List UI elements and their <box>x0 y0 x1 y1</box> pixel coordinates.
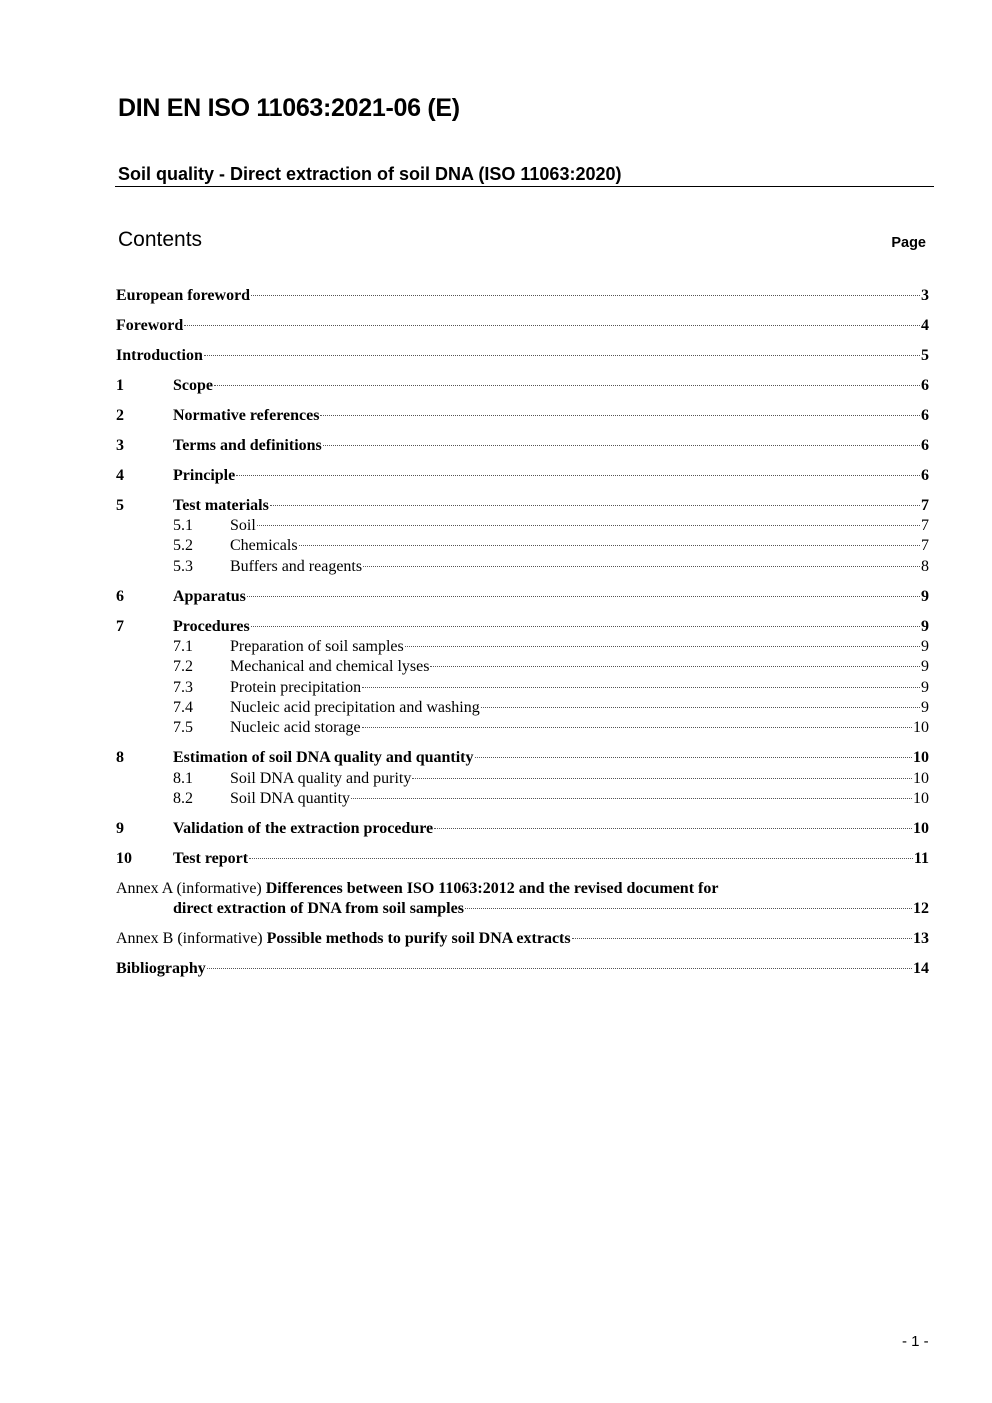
dot-leader <box>481 707 920 708</box>
toc-entry[interactable] <box>116 748 929 768</box>
annex-title: Differences between ISO 11063:2012 and the revised document for <box>265 879 719 897</box>
toc-entry[interactable] <box>116 637 929 657</box>
dot-leader <box>412 778 912 779</box>
toc-entry[interactable] <box>116 557 929 577</box>
entry-title: Bibliography <box>116 960 206 978</box>
toc-entry[interactable] <box>116 516 929 536</box>
toc-entry[interactable] <box>116 346 929 366</box>
page-number: 10 <box>913 749 929 767</box>
entry-title: Mechanical and chemical lyses <box>230 658 430 676</box>
section-number: 3 <box>116 436 124 454</box>
section-number: 5 <box>116 496 124 514</box>
page-number: 10 <box>913 769 929 787</box>
toc-entry[interactable] <box>116 316 929 336</box>
page-number: 6 <box>921 376 929 394</box>
dot-leader <box>351 798 912 799</box>
section-number: 4 <box>116 466 124 484</box>
contents-heading: Contents <box>118 228 203 251</box>
dot-leader <box>323 445 920 446</box>
page-number: 10 <box>913 719 929 737</box>
dot-leader <box>251 626 920 627</box>
toc-entry[interactable] <box>116 406 929 426</box>
toc-entries <box>116 286 929 869</box>
toc-entry[interactable] <box>116 698 929 718</box>
dot-leader <box>572 938 912 939</box>
page-number: 14 <box>913 960 929 978</box>
entry-title: Chemicals <box>230 537 298 555</box>
page-number: 9 <box>921 698 929 716</box>
entry-title: Validation of the extraction procedure <box>173 819 434 837</box>
section-number: 9 <box>116 819 124 837</box>
section-number: 7.3 <box>173 678 193 696</box>
table-of-contents <box>116 276 929 979</box>
entry-title: Test report <box>173 849 249 867</box>
entry-title: Soil DNA quality and purity <box>230 769 412 787</box>
toc-entry[interactable] <box>116 466 929 486</box>
toc-entry[interactable] <box>116 769 929 789</box>
dot-leader <box>236 475 920 476</box>
entry-title: Terms and definitions <box>173 436 322 454</box>
dot-leader <box>184 325 920 326</box>
dot-leader <box>405 646 920 647</box>
dot-leader <box>270 505 920 506</box>
entry-title: Introduction <box>116 346 203 364</box>
document-subtitle: Soil quality - Direct extraction of soil DNA (ISO 11063:2020) <box>118 164 622 184</box>
annex-title-continued: direct extraction of DNA from soil samples <box>173 900 464 918</box>
entry-title: Estimation of soil DNA quality and quantity <box>173 749 474 767</box>
page-number: 7 <box>921 496 929 514</box>
toc-annex-b[interactable] <box>116 929 929 949</box>
section-number: 5.1 <box>173 517 193 535</box>
section-number: 7.4 <box>173 698 193 716</box>
page-number: 9 <box>921 617 929 635</box>
page-number: 4 <box>921 316 929 334</box>
entry-title: Nucleic acid precipitation and washing <box>230 698 480 716</box>
section-number: 8.2 <box>173 789 193 807</box>
dot-leader <box>204 355 920 356</box>
toc-entry[interactable] <box>116 849 929 869</box>
page-number: 8 <box>921 557 929 575</box>
entry-title: Test materials <box>173 496 269 514</box>
section-number: 5.2 <box>173 537 193 555</box>
entry-title: Normative references <box>173 406 320 424</box>
dot-leader <box>362 727 912 728</box>
footer-page-number: - 1 - <box>902 1333 929 1350</box>
section-number: 2 <box>116 406 124 424</box>
dot-leader <box>362 687 920 688</box>
page-number: 5 <box>921 346 929 364</box>
dot-leader <box>430 666 920 667</box>
section-number: 6 <box>116 587 124 605</box>
entry-title: Foreword <box>116 316 184 334</box>
entry-title: Soil <box>230 517 256 535</box>
dot-leader <box>257 525 920 526</box>
page-number: 10 <box>913 819 929 837</box>
toc-entry[interactable] <box>116 436 929 456</box>
page-number: 7 <box>921 517 929 535</box>
page-number: 12 <box>913 900 929 918</box>
page-number: 3 <box>921 287 929 304</box>
entry-title: Apparatus <box>173 587 246 605</box>
dot-leader <box>299 545 920 546</box>
page-number: 7 <box>921 537 929 555</box>
entry-title: Protein precipitation <box>230 678 362 696</box>
toc-entry[interactable] <box>116 678 929 698</box>
annex-label: Annex A (informative) <box>116 879 262 897</box>
title-rule <box>115 186 934 187</box>
toc-bibliography[interactable] <box>116 959 929 979</box>
page-number: 9 <box>921 587 929 605</box>
dot-leader <box>251 295 920 296</box>
entry-title: Preparation of soil samples <box>230 638 404 656</box>
entry-title: Procedures <box>173 617 250 635</box>
page-number: 6 <box>921 436 929 454</box>
toc-entry[interactable] <box>116 286 929 306</box>
page-number: 11 <box>913 849 929 867</box>
toc-entry[interactable] <box>116 657 929 677</box>
toc-entry[interactable] <box>116 789 929 809</box>
entry-title: Buffers and reagents <box>230 557 363 575</box>
dot-leader <box>207 968 912 969</box>
page-number: 9 <box>921 638 929 656</box>
toc-entry[interactable] <box>116 617 929 637</box>
toc-entry[interactable] <box>116 718 929 738</box>
section-number: 8.1 <box>173 769 193 787</box>
section-number: 10 <box>116 849 132 867</box>
toc-entry[interactable] <box>116 587 929 607</box>
section-number: 7.2 <box>173 658 193 676</box>
section-number: 1 <box>116 376 124 394</box>
toc-entry[interactable] <box>116 819 929 839</box>
entry-title: Principle <box>173 466 236 484</box>
section-number: 8 <box>116 749 124 767</box>
page-number: 10 <box>913 789 929 807</box>
toc-entry[interactable] <box>116 376 929 396</box>
section-number: 7.1 <box>173 638 193 656</box>
page-number: 9 <box>921 658 929 676</box>
dot-leader <box>363 566 920 567</box>
entry-title: Soil DNA quantity <box>230 789 351 807</box>
annex-label: Annex B (informative) <box>116 930 263 948</box>
dot-leader <box>475 757 912 758</box>
dot-leader <box>249 858 913 859</box>
section-number: 7 <box>116 617 124 635</box>
section-number: 5.3 <box>173 557 193 575</box>
toc-annex-a-continuation[interactable] <box>116 899 929 919</box>
annex-title: Possible methods to purify soil DNA extracts <box>266 930 571 948</box>
dot-leader <box>247 596 920 597</box>
page-number: 13 <box>913 930 929 948</box>
entry-title: European foreword <box>116 287 251 304</box>
toc-entry[interactable] <box>116 496 929 516</box>
page-number: 6 <box>921 466 929 484</box>
toc-entry[interactable] <box>116 536 929 556</box>
dot-leader <box>434 828 912 829</box>
toc-annex-a[interactable] <box>116 879 929 899</box>
page-number: 9 <box>921 678 929 696</box>
dot-leader <box>465 908 912 909</box>
section-number: 7.5 <box>173 719 193 737</box>
page-number: 6 <box>921 406 929 424</box>
page-column-heading: Page <box>891 235 926 251</box>
dot-leader <box>320 415 920 416</box>
entry-title: Nucleic acid storage <box>230 719 361 737</box>
document-title: DIN EN ISO 11063:2021-06 (E) <box>118 94 460 122</box>
dot-leader <box>214 385 920 386</box>
entry-title: Scope <box>173 376 213 394</box>
